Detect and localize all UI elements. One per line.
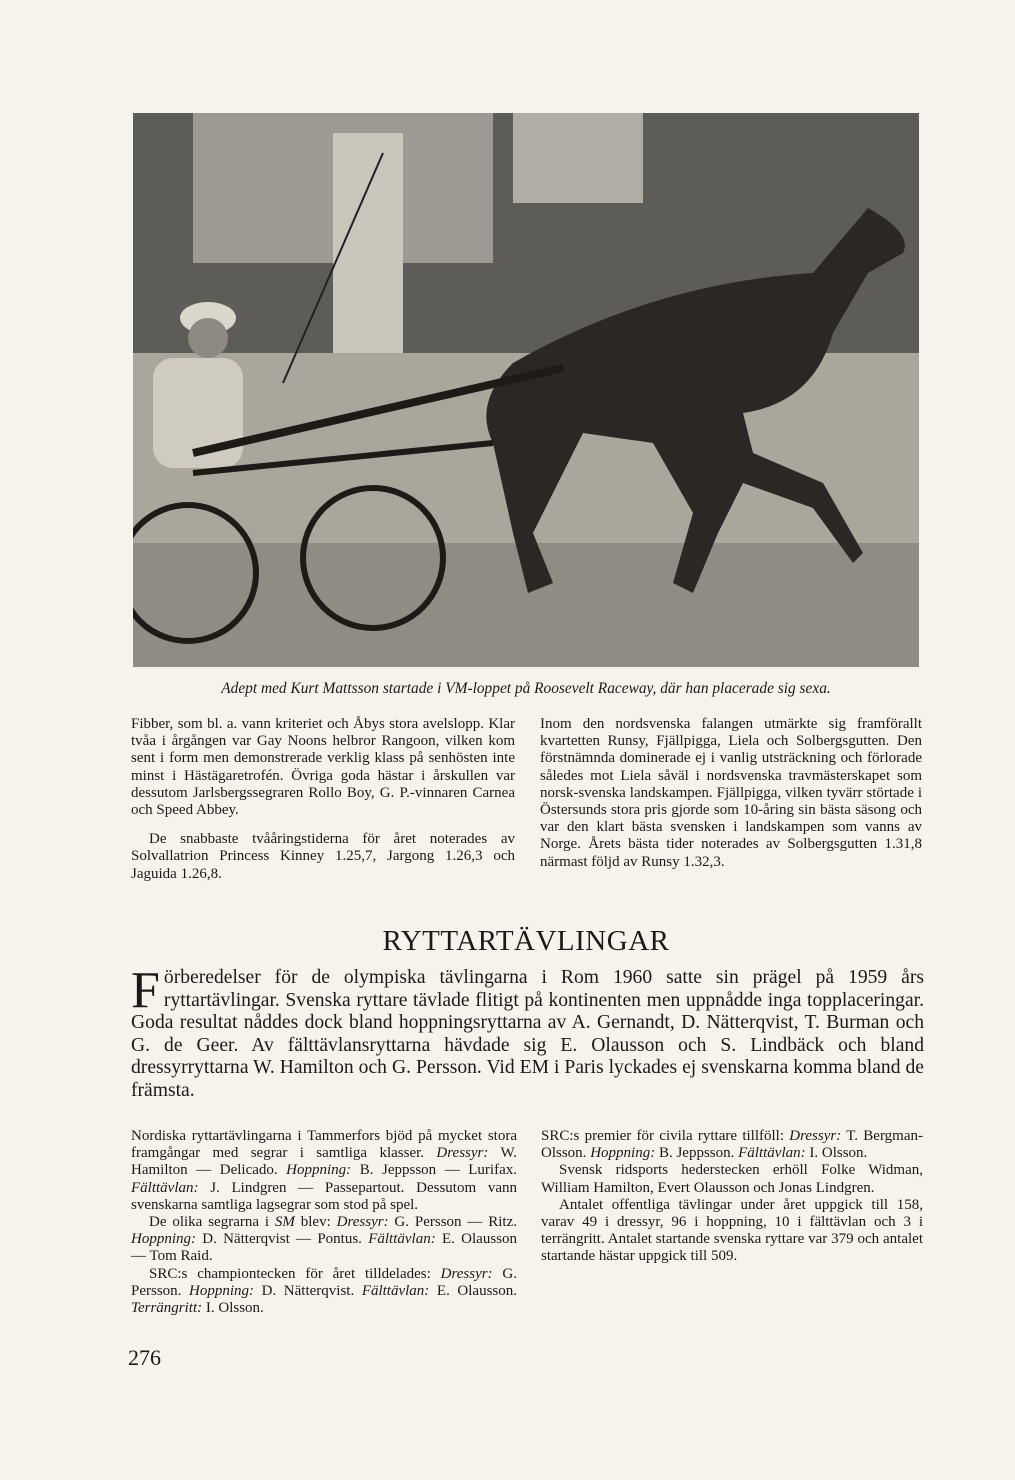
paragraph: De snabbaste tvååringstiderna för året noterades av Solvallatrion Princess Kinney 1.25,7, Jargong 1.26,3 och Jaguida 1.26,8.: [131, 831, 515, 882]
lower-left-column: [131, 1128, 517, 1317]
upper-right-column: [540, 716, 922, 871]
lead-text: örberedelser för de olympiska tävlingarna i Rom 1960 satte sin prägel på 1959 års ryttartävlingar. Svenska ryttare tävlade flitigt på kontinenten men uppnådde inga topplaceringar. Goda resultat nåddes dock bland hoppningsryttarna av A. Gernandt, D. Nätterqvist, T. Burman och G. de Geer. Av fälttävlansryttarna hävdade sig E. Olausson och S. Lindbäck och bland dressyrryttarna W. Hamilton och G. Persson. Vid EM i Paris lyckades ej svenskarna komma bland de främsta.: [131, 967, 924, 1101]
photo-caption: Adept med Kurt Mattsson startade i VM-loppet på Roosevelt Raceway, där han placerade sig sexa.: [221, 680, 831, 697]
lower-right-column: [541, 1128, 923, 1266]
paragraph: De olika segrarna i SM blev: Dressyr: G. Persson — Ritz. Hoppning: D. Nätterqvist — Pontus. Fälttävlan: E. Olausson — Tom Raid.: [131, 1214, 518, 1265]
paragraph: SRC:s premier för civila ryttare tillföll: Dressyr: T. Bergman-Olsson. Hoppning: B. Jeppsson. Fälttävlan: I. Olsson.: [541, 1128, 923, 1162]
page-number: 276: [128, 1345, 161, 1370]
paragraph: SRC:s championtecken för året tilldelades: Dressyr: G. Persson. Hoppning: D. Nätterqvist. Fälttävlan: E. Olausson. Terrängritt: I. Olsson.: [131, 1265, 518, 1317]
paragraph: Fibber, som bl. a. vann kriteriet och Åbys stora avelslopp. Klar tvåa i årgången var Gay Noons helbror Rangoon, vilken kom sent i form men demonstrerade verklig klass på senhösten inte minst i Hästägaretrofén. Övriga goda hästar i årskullen var dessutom Jarlsbergssegraren Rollo Boy, G. P.-vinnaren Carnea och Speed Abbey.: [131, 716, 515, 819]
upper-left-column: [131, 716, 515, 883]
paragraph: Svensk ridsports hederstecken erhöll Folke Widman, William Hamilton, Evert Olausson och Jonas Lindgren.: [541, 1162, 923, 1196]
lead-paragraph: [131, 962, 924, 1103]
paragraph: Nordiska ryttartävlingarna i Tammerfors bjöd på mycket stora framgångar med segrar i samtliga klasser. Dressyr: W. Hamilton — Delicado. Hoppning: B. Jeppsson — Lurifax. Fälttävlan: J. Lindgren — Passepartout. Dessutom vann svenskarna samtliga lagsegrar som stod på spel.: [131, 1128, 517, 1213]
harness-racing-photo-icon: [133, 113, 919, 667]
section-heading: RYTTARTÄVLINGAR: [382, 925, 670, 957]
paragraph: Antalet offentliga tävlingar under året uppgick till 158, varav 49 i dressyr, 96 i hoppning, 10 i fälttävlan och 3 i terrängritt. Antalet startande svenska ryttare var 379 och antalet startande hästar uppgick till 509.: [541, 1196, 923, 1265]
paragraph: Inom den nordsvenska falangen utmärkte sig framförallt kvartetten Runsy, Fjällpigga, Liela och Solbergsgutten. Den förstnämnda dominerade ej i vanlig utsträckning och förlorade således mot Liela såväl i nordsvenska travmästerskapet som norsk-svenska landskampen. Fjällpigga, vilken tyvärr störtade i Östersunds stora pris gjorde som 10-åring sin bästa säsong och var den klart bästa svensken i landskampen som vanns av Norge. Årets bästa tider noterades av Solbergsgutten 1.31,8 närmast följd av Runsy 1.32,3.: [540, 716, 922, 870]
drop-cap: F: [131, 962, 160, 1019]
race-photo: [133, 113, 919, 667]
